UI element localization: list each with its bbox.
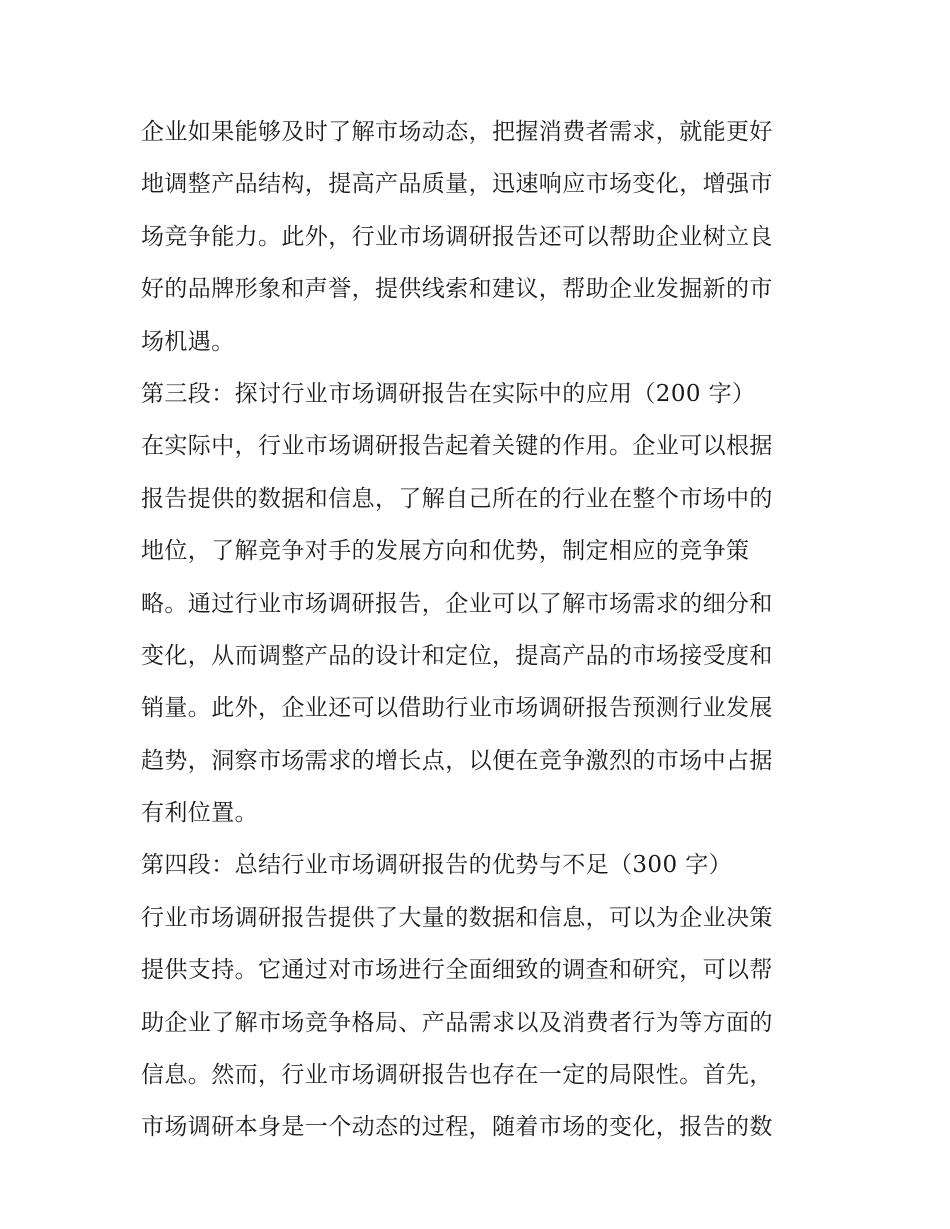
text-line: 地位，了解竞争对手的发展方向和优势，制定相应的竞争策 — [141, 538, 750, 565]
text-line: 地调整产品结构，提高产品质量，迅速响应市场变化，增强市 — [141, 171, 773, 198]
text-line: 变化，从而调整产品的设计和定位，提高产品的市场接受度和 — [141, 642, 773, 669]
section-heading-4: 第四段：总结行业市场调研报告的优势与不足（300 字） — [141, 852, 733, 879]
text-line: 销量。此外，企业还可以借助行业市场调研报告预测行业发展 — [141, 695, 773, 722]
text-line: 场机遇。 — [141, 328, 235, 355]
text-line: 助企业了解市场竞争格局、产品需求以及消费者行为等方面的 — [141, 1009, 773, 1036]
text-line: 市场调研本身是一个动态的过程，随着市场的变化，报告的数 — [141, 1114, 773, 1141]
text-line: 好的品牌形象和声誉，提供线索和建议，帮助企业发掘新的市 — [141, 276, 773, 303]
text-line: 信息。然而，行业市场调研报告也存在一定的局限性。首先， — [141, 1062, 773, 1089]
text-line: 企业如果能够及时了解市场动态，把握消费者需求，就能更好 — [141, 119, 773, 145]
text-line: 在实际中，行业市场调研报告起着关键的作用。企业可以根据 — [141, 433, 773, 460]
text-line: 略。通过行业市场调研报告，企业可以了解市场需求的细分和 — [141, 590, 773, 617]
section-heading-3: 第三段：探讨行业市场调研报告在实际中的应用（200 字） — [141, 380, 756, 407]
document-body — [141, 106, 821, 1154]
text-line: 行业市场调研报告提供了大量的数据和信息，可以为企业决策 — [141, 904, 773, 931]
text-line: 场竞争能力。此外，行业市场调研报告还可以帮助企业树立良 — [141, 223, 773, 250]
text-line: 有利位置。 — [141, 800, 258, 827]
text-line: 趋势，洞察市场需求的增长点，以便在竞争激烈的市场中占据 — [141, 747, 773, 774]
text-line: 报告提供的数据和信息，了解自己所在的行业在整个市场中的 — [141, 485, 773, 512]
text-line: 提供支持。它通过对市场进行全面细致的调查和研究，可以帮 — [141, 957, 773, 984]
